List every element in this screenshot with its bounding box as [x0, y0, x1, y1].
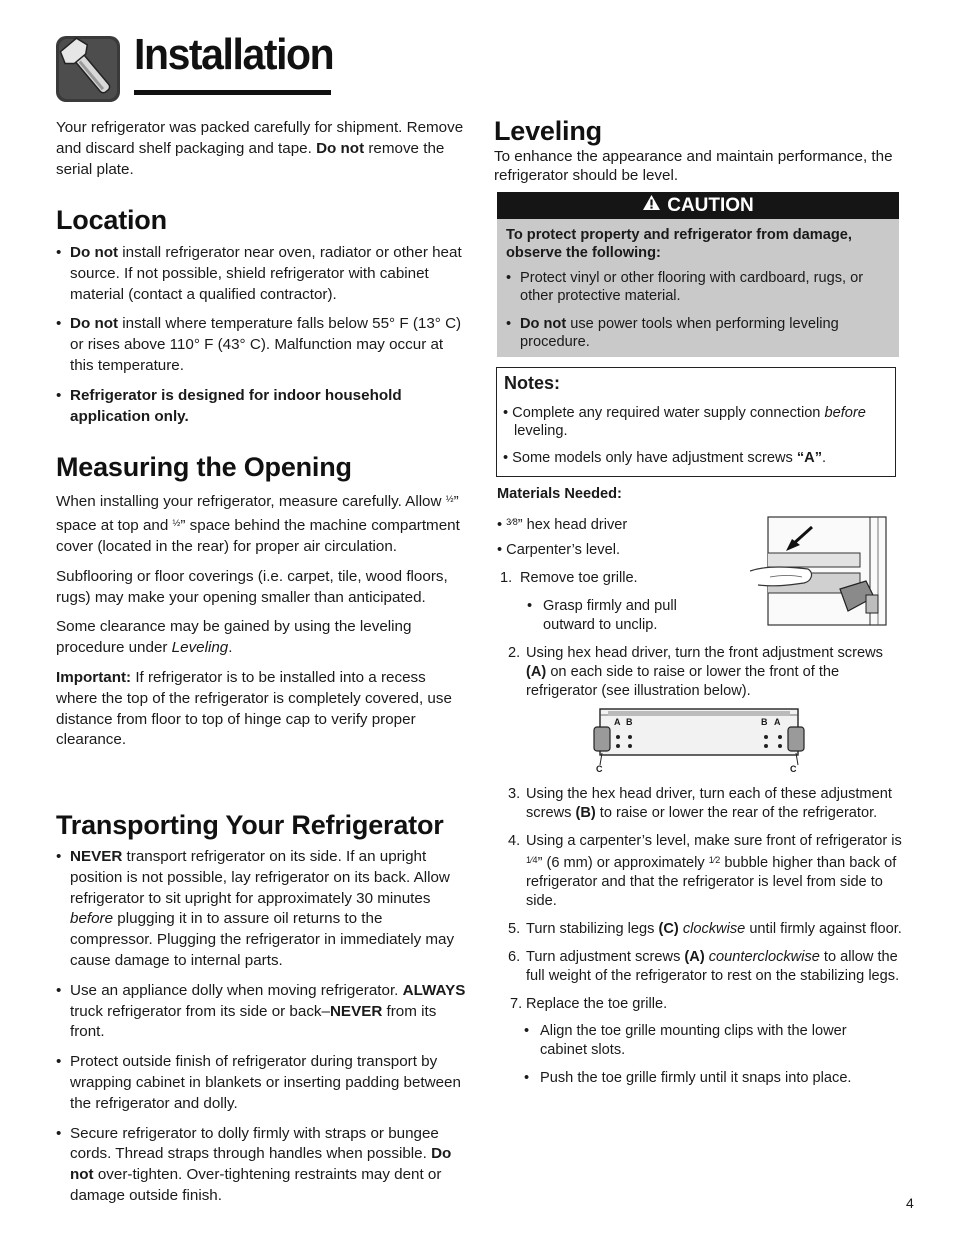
materials-item-1: • $^{3⁄8}$” hex head driver	[497, 517, 628, 534]
step-item: 1. Remove toe grille. • Grasp firmly and pull outward to unclip.	[487, 569, 902, 635]
measuring-p4: Important: If refrigerator is to be installed into a recess where the top of the refrigerator is completely covered, use distance from floor to top of hinge cap to verify proper clearance.	[56, 669, 452, 749]
materials-title: Materials Needed:	[497, 486, 622, 502]
diagram-label-c-right: C	[790, 764, 797, 774]
header-wrench-icon	[56, 36, 120, 102]
page-title: Installation	[134, 30, 334, 79]
notes-title: Notes:	[504, 373, 561, 393]
diagram-label-a-left: A	[614, 717, 621, 727]
list-item: • Protect vinyl or other flooring with cardboard, rugs, or other protective material.	[506, 270, 891, 305]
list-item: • Do not install where temperature falls below 55° F (13° C) or rises above 110° F (43° C). Malfunction may occur at this temperature.	[56, 314, 468, 376]
intro-paragraph: Your refrigerator was packed carefully for shipment. Remove and discard shelf packaging and tape. Do not remove the serial plate.	[56, 119, 464, 178]
step-7-sublist	[524, 1022, 896, 1088]
step-item: 5. Turn stabilizing legs (C) clockwise until firmly against floor.	[508, 921, 902, 938]
step-item: 7. Replace the toe grille. • Align the toe grille mounting clips with the lower cabinet slots. • Push the toe grille firmly until it snaps into place.	[487, 995, 905, 1088]
notes-item-1: • Complete any required water supply connection before leveling.	[503, 405, 866, 439]
notes-box	[496, 367, 896, 477]
location-heading: Location	[56, 205, 167, 235]
leveling-intro: To enhance the appearance and maintain performance, the refrigerator should be level.	[494, 148, 893, 184]
diagram-label-a-right: A	[774, 717, 781, 727]
list-item: • Use an appliance dolly when moving refrigerator. ALWAYS truck refrigerator from its side or back–NEVER from its front.	[56, 981, 468, 1043]
location-list	[56, 243, 468, 427]
list-item: • Align the toe grille mounting clips with the lower cabinet slots.	[524, 1022, 896, 1060]
list-item: • Push the toe grille firmly until it snaps into place.	[524, 1069, 896, 1088]
list-item: • Grasp firmly and pull outward to unclip.	[527, 597, 702, 635]
caution-label: CAUTION	[667, 194, 754, 216]
step-item: 2. Using hex head driver, turn the front adjustment screws (A) on each side to raise or lower the front of the refrigerator (see illustration below).	[508, 645, 883, 699]
diagram-label-c-left: C	[596, 764, 603, 774]
list-item: • Secure refrigerator to dolly firmly with straps or bungee cords. Thread straps through handles when possible. Do not over-tighten. Over-tightening restraints may dent or damage outside finish.	[56, 1124, 468, 1207]
measuring-section	[56, 489, 468, 751]
adjustment-screw-diagram	[590, 705, 808, 777]
measuring-p2: Subflooring or floor coverings (i.e. carpet, tile, wood floors, rugs) may make your opening smaller than anticipated.	[56, 567, 448, 606]
list-item: • Do not use power tools when performing leveling procedure.	[506, 316, 891, 351]
materials-item-2: • Carpenter’s level.	[497, 542, 620, 558]
caution-lead: To protect property and refrigerator from damage, observe the following:	[506, 227, 852, 261]
page-number: 4	[906, 1195, 914, 1211]
step-item: 6. Turn adjustment screws (A) counterclockwise to allow the full weight of the refrigerator to rest on the stabilizing legs.	[508, 949, 900, 985]
step-1-sublist	[527, 597, 702, 635]
transporting-list	[56, 847, 468, 1207]
diagram-label-b-left: B	[626, 717, 633, 727]
list-item: • Protect outside finish of refrigerator during transport by wrapping cabinet in blankets or inserting padding between the refrigerator and dolly.	[56, 1052, 468, 1114]
steps-list-b	[487, 785, 905, 1088]
step-item: 4. Using a carpenter’s level, make sure front of refrigerator is $^{1⁄4}$” (6 mm) or approximately $^{1⁄2}$ bubble higher than back of refrigerator and that the refrigerator is level from side to side.	[508, 833, 902, 910]
caution-list	[497, 262, 899, 351]
caution-box	[497, 192, 899, 357]
title-underline	[134, 90, 331, 95]
list-item: • NEVER transport refrigerator on its side. If an upright position is not possible, lay refrigerator on its back. Allow refrigerator to sit upright for approximately 30 minutes before plugging it in to assure oil returns to the compressor. Plugging the refrigerator in immediately may cause damage to internal parts.	[56, 847, 468, 972]
list-item: • Refrigerator is designed for indoor household application only.	[56, 386, 468, 428]
steps-list-a	[487, 569, 902, 701]
diagram-label-b-right: B	[761, 717, 768, 727]
step-item: 3. Using the hex head driver, turn each of these adjustment screws (B) to raise or lower the rear of the refrigerator.	[508, 786, 892, 821]
notes-item-2: • Some models only have adjustment screws “A”.	[503, 450, 827, 466]
transporting-heading: Transporting Your Refrigerator	[56, 810, 444, 840]
measuring-p1: When installing your refrigerator, measure carefully. Allow $^{\frac{1}{2}}$” space at top and $^{\frac{1}{2}}$” space behind the machine compartment cover (located in the rear) for proper air circulation.	[56, 493, 460, 556]
caution-header	[497, 192, 899, 219]
warning-triangle-icon	[642, 194, 661, 217]
leveling-heading: Leveling	[494, 116, 602, 146]
measuring-p3: Some clearance may be gained by using the leveling procedure under Leveling.	[56, 618, 412, 657]
list-item: • Do not install refrigerator near oven, radiator or other heat source. If not possible, shield refrigerator with cabinet material (contact a qualified contractor).	[56, 243, 468, 305]
measuring-heading: Measuring the Opening	[56, 452, 352, 482]
